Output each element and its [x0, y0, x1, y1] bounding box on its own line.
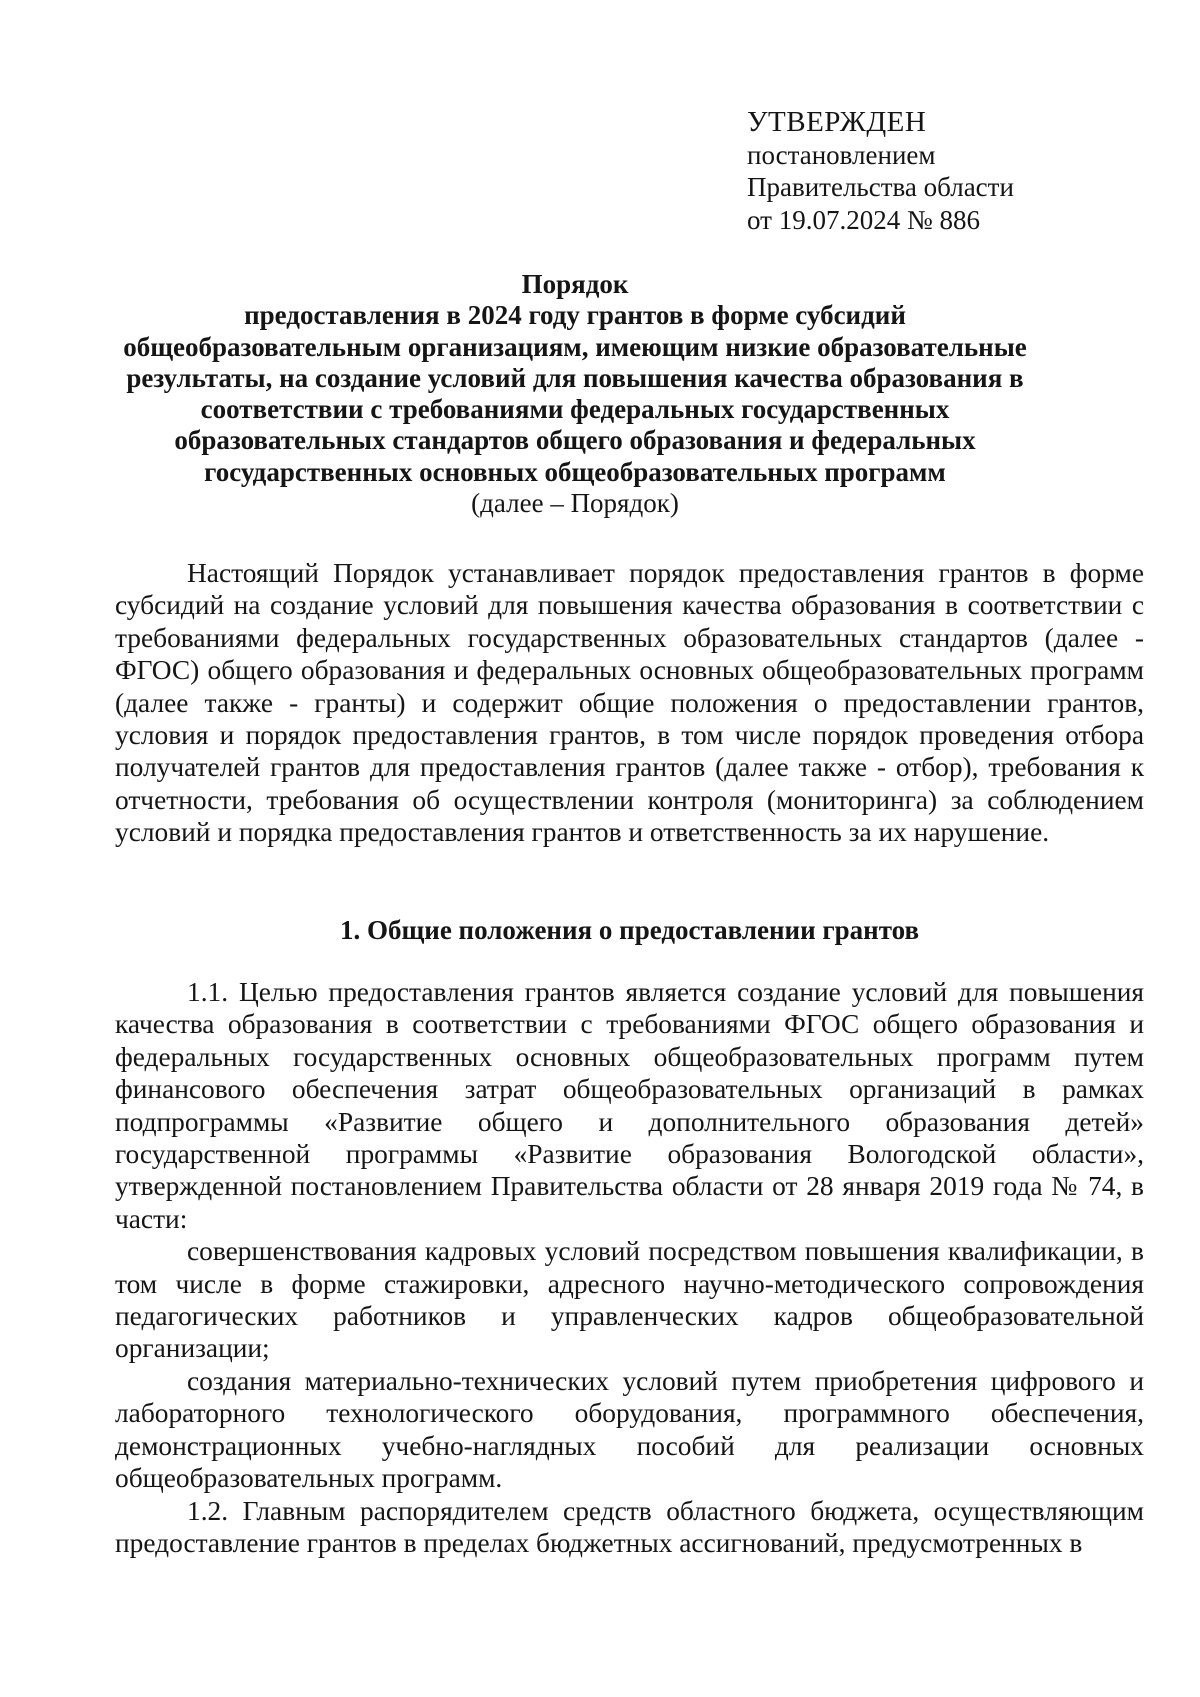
approval-line-1: постановлением: [747, 139, 936, 170]
approval-stamp: [747, 106, 1014, 236]
heading-word: Порядок: [521, 269, 629, 299]
document-heading: [115, 269, 1035, 519]
approval-line-2: Правительства области: [747, 172, 1014, 202]
heading-subject: предоставления в 2024 году грантов в форме субсидий общеобразовательным организациям, имеющим низкие образовательные результаты, на создание условий для повышения качества образования в соответствии с требованиями федеральных государственных образовательных стандартов общего образования и федеральных государственных основных общеобразовательных программ: [123, 300, 1027, 487]
section-1-body: [115, 976, 1144, 1559]
list-item-2: создания материально-технических условий путем приобретения цифрового и лабораторного технологического оборудования, программного обеспечения, демонстрационных учебно-наглядных пособий для реализации основных общеобразовательных программ.: [115, 1365, 1144, 1494]
approval-title: УТВЕРЖДЕН: [747, 106, 927, 138]
intro-paragraph: Настоящий Порядок устанавливает порядок предоставления грантов в форме субсидий на создание условий для повышения качества образования в соответствии с требованиями федеральных государственных образовательных стандартов (далее - ФГОС) общего образования и федеральных основных общеобразовательных программ (далее также - гранты) и содержит общие положения о предоставлении грантов, условия и порядок предоставления грантов, в том числе порядок проведения отбора получателей грантов для предоставления грантов (далее также - отбор), требования к отчетности, требования об осуществлении контроля (мониторинга) за соблюдением условий и порядка предоставления грантов и ответственность за их нарушение.: [115, 558, 1144, 848]
intro-section: [115, 557, 1144, 849]
section-1-title: 1. Общие положения о предоставлении грантов: [339, 915, 920, 945]
paragraph-1-1: 1.1. Целью предоставления грантов является создание условий для повышения качества образования в соответствии с требованиями ФГОС общего образования и федеральных государственных основных общеобразовательных программ путем финансового обеспечения затрат общеобразовательных организаций в рамках подпрограммы «Развитие общего и дополнительного образования детей» государственной программы «Развитие образования Вологодской области», утвержденной постановлением Правительства области от 28 января 2019 года № 74, в части:: [115, 977, 1144, 1234]
paragraph-1-2: 1.2. Главным распорядителем средств областного бюджета, осуществляющим предоставление грантов в пределах бюджетных ассигнований, предусмотренных в: [115, 1495, 1144, 1558]
approval-line-3: от 19.07.2024 № 886: [747, 204, 980, 235]
heading-note: (далее – Порядок): [471, 488, 679, 519]
list-item-1: совершенствования кадровых условий посредством повышения квалификации, в том числе в форме стажировки, адресного научно-методического сопровождения педагогических работников и управленческих кадров общеобразовательной организации;: [115, 1236, 1144, 1364]
